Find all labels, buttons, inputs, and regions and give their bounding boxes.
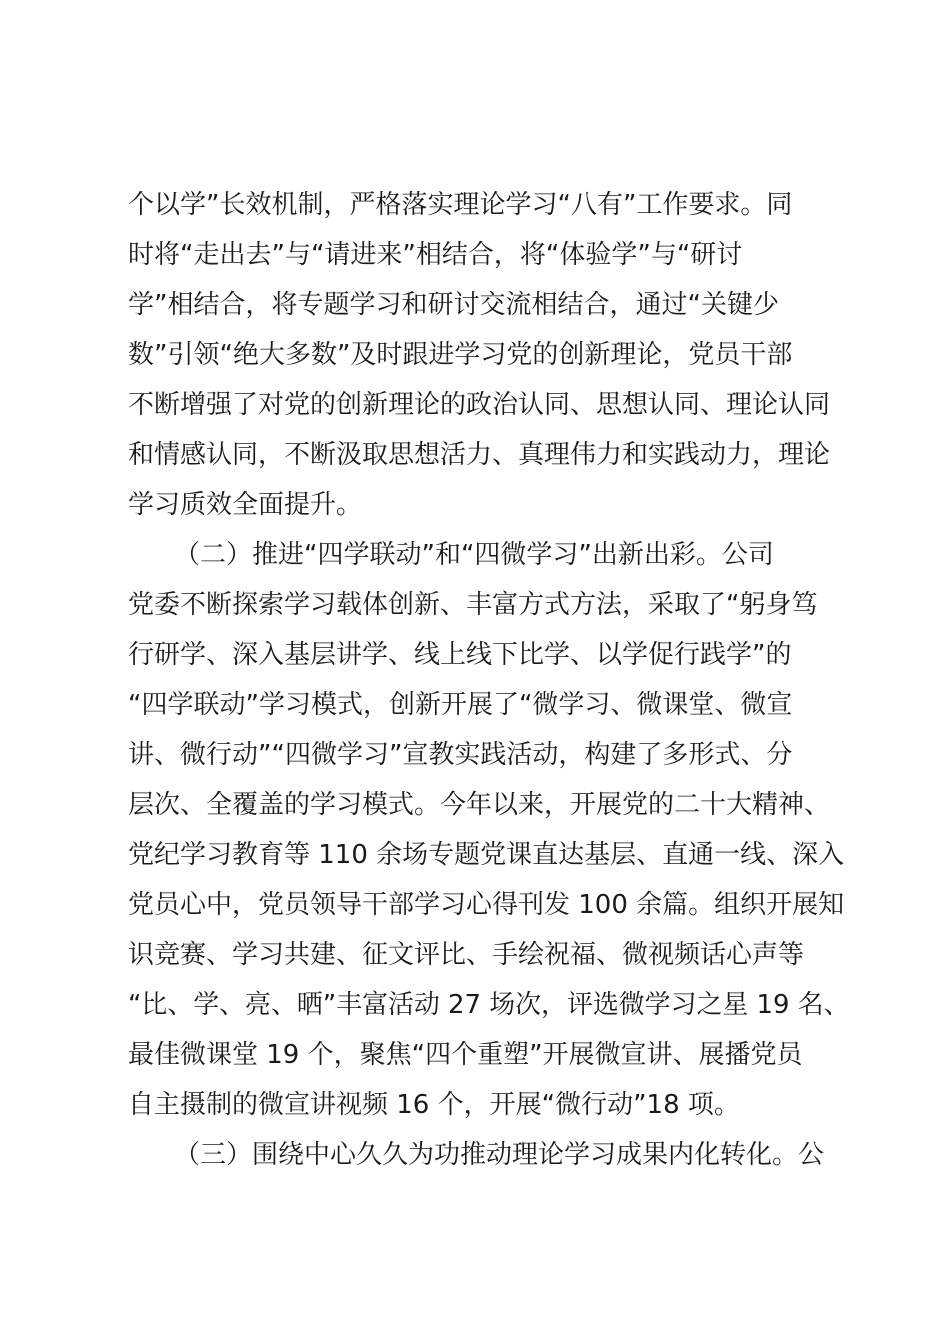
line-text: 党纪学习教育等 110 余场专题党课直达基层、直通一线、深入: [128, 840, 845, 870]
text-line: [0, 431, 950, 479]
line-text: 党委不断探索学习载体创新、丰富方式方法，采取了“躬身笃: [128, 590, 818, 620]
paragraph-heading: [0, 1131, 950, 1179]
text-line: [0, 1031, 950, 1079]
paragraph-heading: [0, 531, 950, 579]
text-line: [0, 481, 950, 529]
text-line: [0, 781, 950, 829]
text-line: [0, 331, 950, 379]
line-text: 不断增强了对党的创新理论的政治认同、思想认同、理论认同: [128, 390, 831, 420]
line-text: 时将“走出去”与“请进来”相结合，将“体验学”与“研讨: [128, 240, 743, 270]
text-line: [0, 281, 950, 329]
line-text: 行研学、深入基层讲学、线上线下比学、以学促行践学”的: [128, 640, 792, 670]
text-line: [0, 981, 950, 1029]
line-text: 和情感认同，不断汲取思想活力、真理伟力和实践动力，理论: [128, 440, 831, 470]
line-text: 识竞赛、学习共建、征文评比、手绘祝福、微视频话心声等: [128, 940, 805, 970]
line-text: 学”相结合，将专题学习和研讨交流相结合，通过“关键少: [128, 290, 779, 320]
line-text: 自主摄制的微宣讲视频 16 个，开展“微行动”18 项。: [128, 1090, 740, 1120]
text-line: [0, 631, 950, 679]
text-line: [0, 1081, 950, 1129]
text-line: [0, 381, 950, 429]
text-line: [0, 931, 950, 979]
line-text: 个以学”长效机制，严格落实理论学习“八有”工作要求。同: [128, 190, 793, 220]
line-text: 讲、微行动”“四微学习”宣教实践活动，构建了多形式、分: [128, 740, 793, 770]
text-line: [0, 231, 950, 279]
line-text: “四学联动”学习模式，创新开展了“微学习、微课堂、微宣: [128, 690, 793, 720]
line-text: （三）围绕中心久久为功推动理论学习成果内化转化。公: [174, 1140, 825, 1170]
text-line: [0, 731, 950, 779]
text-line: [0, 681, 950, 729]
line-text: 学习质效全面提升。: [128, 490, 363, 520]
line-text: （二）推进“四学联动”和“四微学习”出新出彩。公司: [174, 540, 774, 570]
line-text: 数”引领“绝大多数”及时跟进学习党的创新理论，党员干部: [128, 340, 793, 370]
text-line: [0, 881, 950, 929]
text-line: [0, 831, 950, 879]
text-line: [0, 181, 950, 229]
line-text: 层次、全覆盖的学习模式。今年以来，开展党的二十大精神、: [128, 790, 831, 820]
text-line: [0, 581, 950, 629]
line-text: 最佳微课堂 19 个，聚焦“四个重塑”开展微宣讲、展播党员: [128, 1040, 803, 1070]
line-text: “比、学、亮、晒”丰富活动 27 场次，评选微学习之星 19 名、: [128, 990, 850, 1020]
line-text: 党员心中，党员领导干部学习心得刊发 100 余篇。组织开展知: [128, 890, 845, 920]
